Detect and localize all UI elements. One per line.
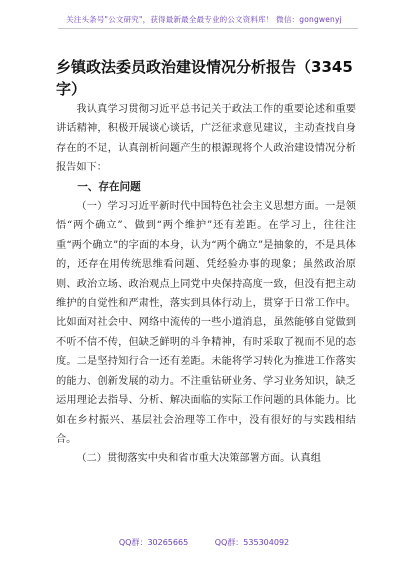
body-paragraph-1: （一）学习习近平新时代中国特色社会主义思想方面。一是领悟“两个确立”、做到“两个维护”还有差距。在学习上，往往注重“两个确立”的字面的本身，认为“两个确立”是抽象的，不是具体的，还存在用传统思维看问题、凭经验办事的现象；虽然政治原则、政治立场、政治观点上同党中央保持高度一致，但没有把主动维护的自觉性和严肃性，落实到具体行动上，贯穿于日常工作中。比如面对社会中、网络中流传的一些小道消息，虽然能够自觉做到不听不信不传，但缺乏鲜明的斗争精神，有时采取了视而不见的态度。二是坚持知行合一还有差距。未能将学习转化为推进工作落实的能力、创新发展的动力。不注重钻研业务、学习业务知识，缺乏运用理论去指导、分析、解决面临的实际工作问题的具体能力。比如在乡村振兴、基层社会治理等工作中，没有很好的与实践相结合。 bbox=[56, 201, 356, 445]
intro-paragraph: 我认真学习贯彻习近平总书记关于政法工作的重要论述和重要讲话精神，积极开展谈心谈话，广泛征求意见建议，主动查找自身存在的不足，认真剖析问题产生的根源现将个人政治建设情况分析报告如下： bbox=[56, 104, 356, 174]
document-body bbox=[56, 100, 356, 469]
footer-qq-group-2: QQ群：535304092 bbox=[214, 538, 290, 547]
footer bbox=[0, 537, 408, 548]
footer-qq-group-1: QQ群：30265665 bbox=[118, 538, 189, 547]
header-note: 关注头条号"公文研究"，获得最新最全最专业的公文资料库！ 微信：gongwenyj bbox=[66, 15, 342, 24]
body-paragraph-2: （二）贯彻落实中央和省市重大决策部署方面。认真组 bbox=[76, 453, 321, 465]
header-divider bbox=[58, 28, 358, 29]
section-heading: 一、存在问题 bbox=[77, 180, 141, 193]
document-title: 乡镇政法委员政治建设情况分析报告（3345字） bbox=[56, 58, 353, 98]
